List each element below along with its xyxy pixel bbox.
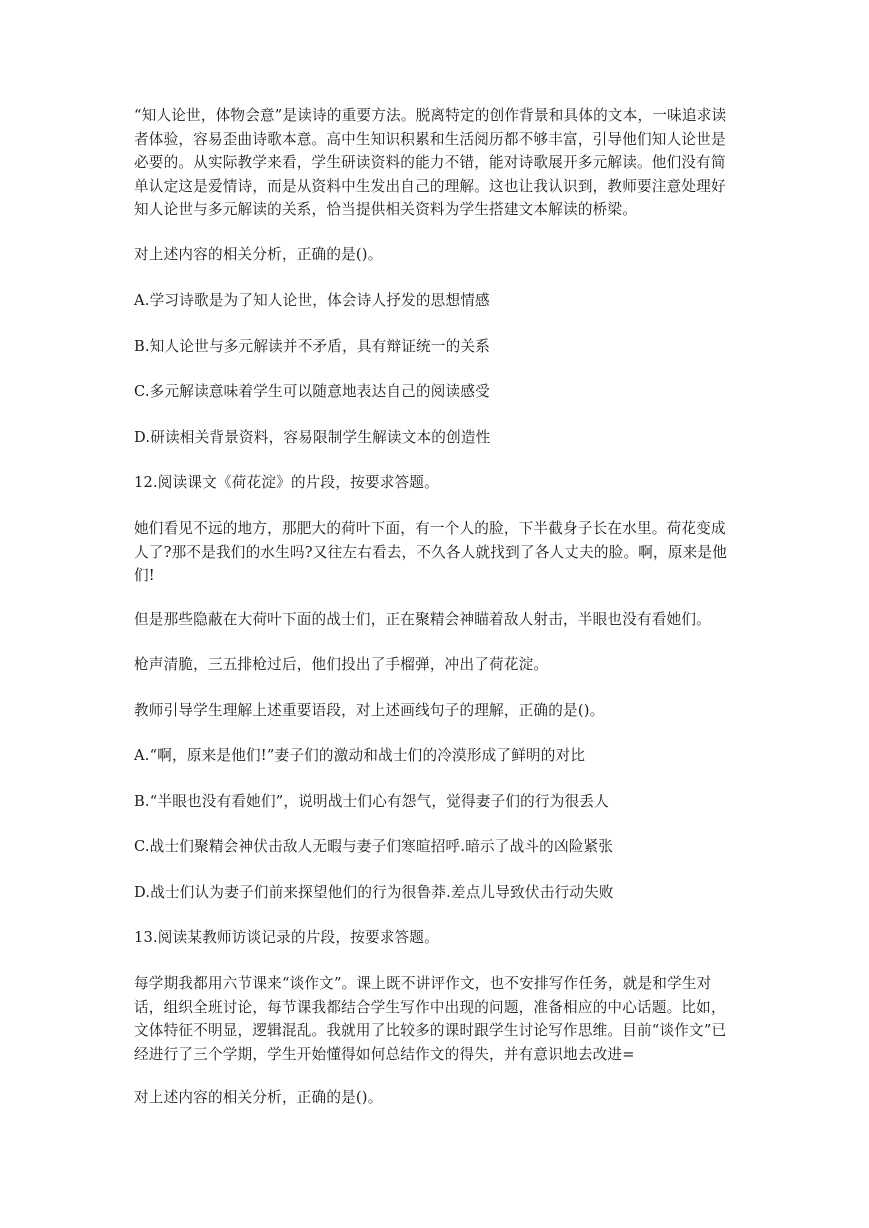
- excerpt-paragraph: 她们看见不远的地方，那肥大的荷叶下面，有一个人的脸，下半截身子长在水里。荷花变成人了?那不是我们的水生吗?又往左右看去，不久各人就找到了各人丈夫的脸。啊，原来是他们!: [134, 520, 728, 584]
- option-d: D.战士们认为妻子们前来探望他们的行为很鲁莽.差点儿导致伏击行动失败: [134, 884, 614, 901]
- option-d: D.研读相关背景资料，容易限制学生解读文本的创造性: [134, 429, 491, 446]
- question-12-title: 12.阅读课文《荷花淀》的片段，按要求答题。: [134, 474, 439, 491]
- question-13-title: 13.阅读某教师访谈记录的片段，按要求答题。: [134, 929, 439, 946]
- question-stem: 对上述内容的相关分析，正确的是()。: [134, 246, 383, 263]
- option-a: A.学习诗歌是为了知人论世，体会诗人抒发的思想情感: [134, 292, 490, 309]
- interview-paragraph: 每学期我都用六节课来“谈作文”。课上既不讲评作文，也不安排写作任务，就是和学生对话，组织全班讨论，每节课我都结合学生写作中出现的问题，准备相应的中心话题。比如，文体特征不明显，逻辑混乱。我就用了比较多的课时跟学生讨论写作思维。目前“谈作文”已经进行了三个学期，学生开始懂得如何总结作文的得失，并有意识地去改进=: [134, 975, 727, 1063]
- option-b: B.“半眼也没有看她们”，说明战士们心有怨气，觉得妻子们的行为很丢人: [134, 793, 609, 810]
- option-c: C.战士们聚精会神伏击敌人无暇与妻子们寒暄招呼.暗示了战斗的凶险紧张: [134, 838, 614, 855]
- excerpt-paragraph: 枪声清脆，三五排枪过后，他们投出了手榴弹，冲出了荷花淀。: [134, 656, 549, 673]
- option-a: A.“啊，原来是他们!”妻子们的激动和战士们的冷漠形成了鲜明的对比: [134, 747, 586, 764]
- excerpt-paragraph: 但是那些隐蔽在大荷叶下面的战士们，正在聚精会神瞄着敌人射击，半眼也没有看她们。: [134, 611, 711, 628]
- option-b: B.知人论世与多元解读并不矛盾，具有辩证统一的关系: [134, 338, 491, 355]
- passage-paragraph: “知人论世，体物会意”是读诗的重要方法。脱离特定的创作背景和具体的文本，一味追求读者体验，容易歪曲诗歌本意。高中生知识积累和生活阅历都不够丰富，引导他们知人论世是必要的。从实际教学来看，学生研读资料的能力不错，能对诗歌展开多元解读。他们没有简单认定这是爱情诗，而是从资料中生发出自己的理解。这也让我认识到，教师要注意处理好知人论世与多元解读的关系，恰当提供相关资料为学生搭建文本解读的桥梁。: [134, 107, 727, 218]
- question-stem: 教师引导学生理解上述重要语段，对上述画线句子的理解，正确的是()。: [134, 702, 605, 719]
- question-stem: 对上述内容的相关分析，正确的是()。: [134, 1089, 383, 1106]
- option-c: C.多元解读意味着学生可以随意地表达自己的阅读感受: [134, 383, 490, 400]
